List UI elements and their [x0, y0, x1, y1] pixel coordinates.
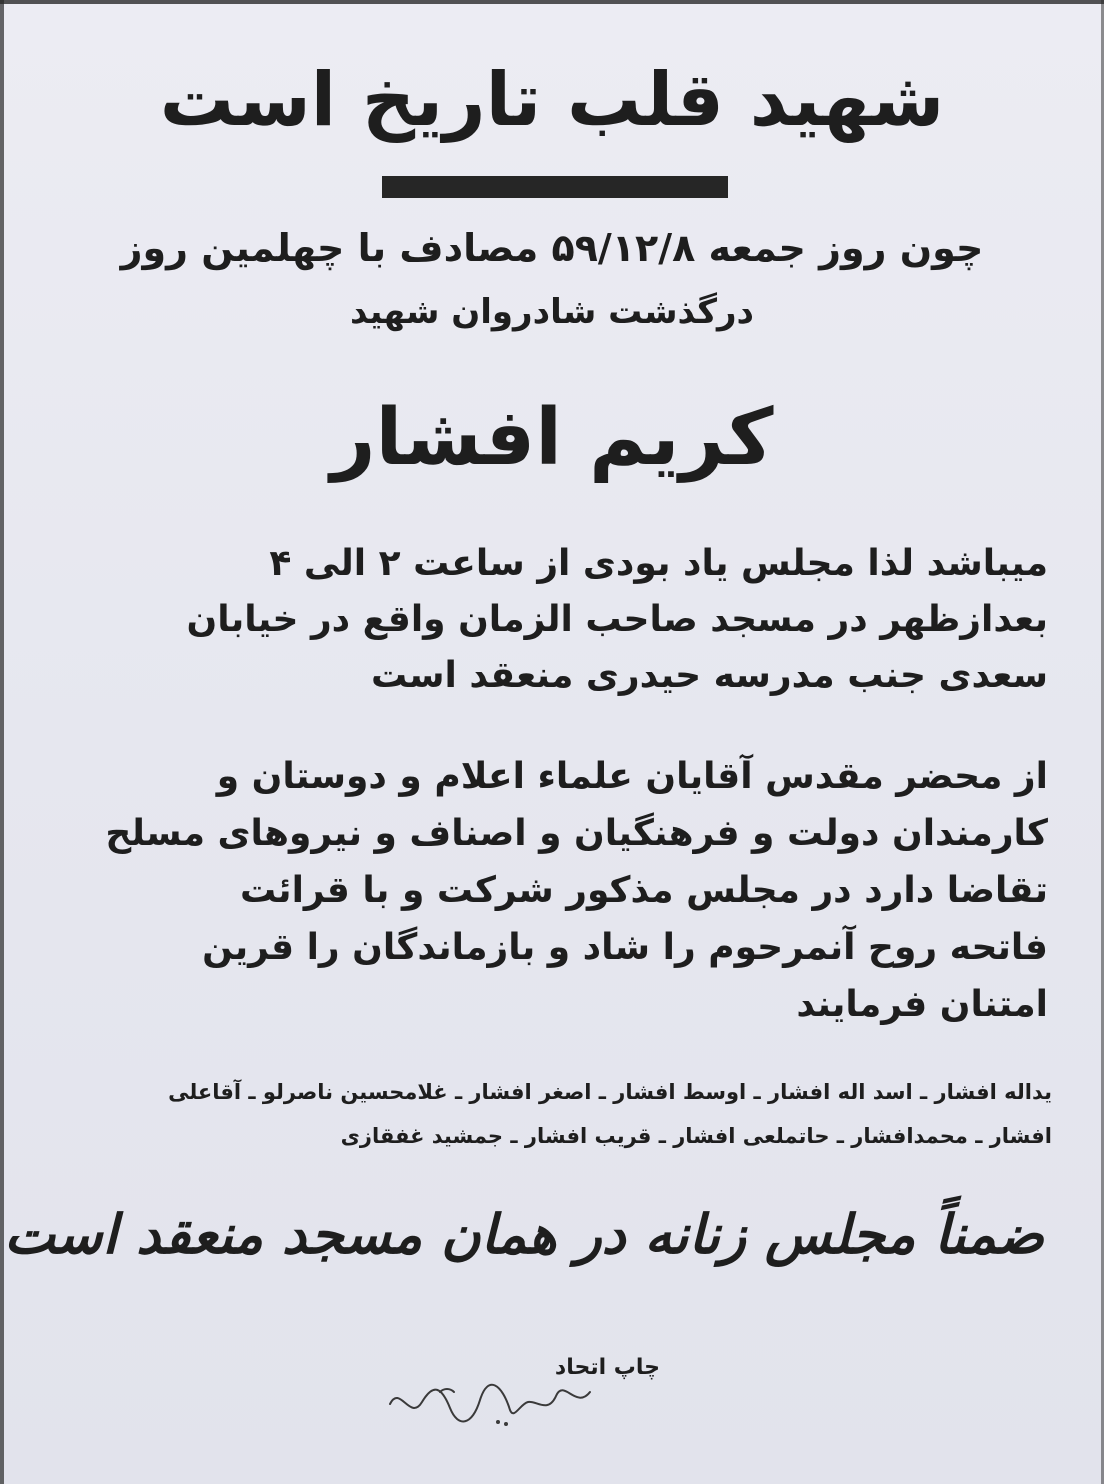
paragraph-line: فاتحه روح آنمرحوم را شاد و بازماندگان را قرین	[202, 927, 1048, 968]
deceased-name: کریم افشار	[330, 393, 774, 483]
paragraph-line: بعدازظهر در مسجد صاحب الزمان واقع در خیابان	[186, 599, 1048, 640]
intro-line-1: چون روز جمعه ۵۹/۱۲/۸ مصادف با چهلمین روز	[120, 226, 984, 270]
women-gathering-note: ضمناً مجلس زنانه در همان مسجد منعقد است	[4, 1202, 1044, 1266]
family-names	[104, 1070, 1052, 1158]
notice-title: شهید قلب تاریخ است	[159, 57, 945, 143]
invitation-paragraph	[105, 748, 1048, 1033]
paragraph-line: از محضر مقدس آقایان علماء اعلام و دوستان و	[216, 756, 1048, 797]
ceremony-paragraph	[112, 536, 1048, 704]
paragraph-line: میباشد لذا مجلس یاد بودی از ساعت ۲ الی ۴	[269, 543, 1048, 584]
title-underline-bar	[382, 176, 728, 198]
scan-edge-top	[0, 0, 1104, 4]
family-names-line: افشار ـ محمدافشار ـ حاتملعی افشار ـ قریب افشار ـ جمشید غفقازی	[340, 1124, 1052, 1148]
family-names-line: یداله افشار ـ اسد اله افشار ـ اوسط افشار ـ اصغر افشار ـ غلامحسین ناصرلو ـ آقاعلی	[168, 1080, 1052, 1104]
paragraph-line: امتنان فرمایند	[796, 984, 1048, 1025]
paragraph-line: تقاضا دارد در مجلس مذکور شرکت و با قرائت	[239, 870, 1048, 911]
intro-line-2: درگذشت شادروان شهید	[350, 292, 754, 332]
paragraph-line: سعدی جنب مدرسه حیدری منعقد است	[371, 655, 1048, 696]
handwritten-signature	[380, 1374, 600, 1434]
paragraph-line: کارمندان دولت و فرهنگیان و اصناف و نیروهای مسلح	[105, 813, 1048, 854]
printer-credit: چاپ اتحاد	[554, 1355, 660, 1380]
